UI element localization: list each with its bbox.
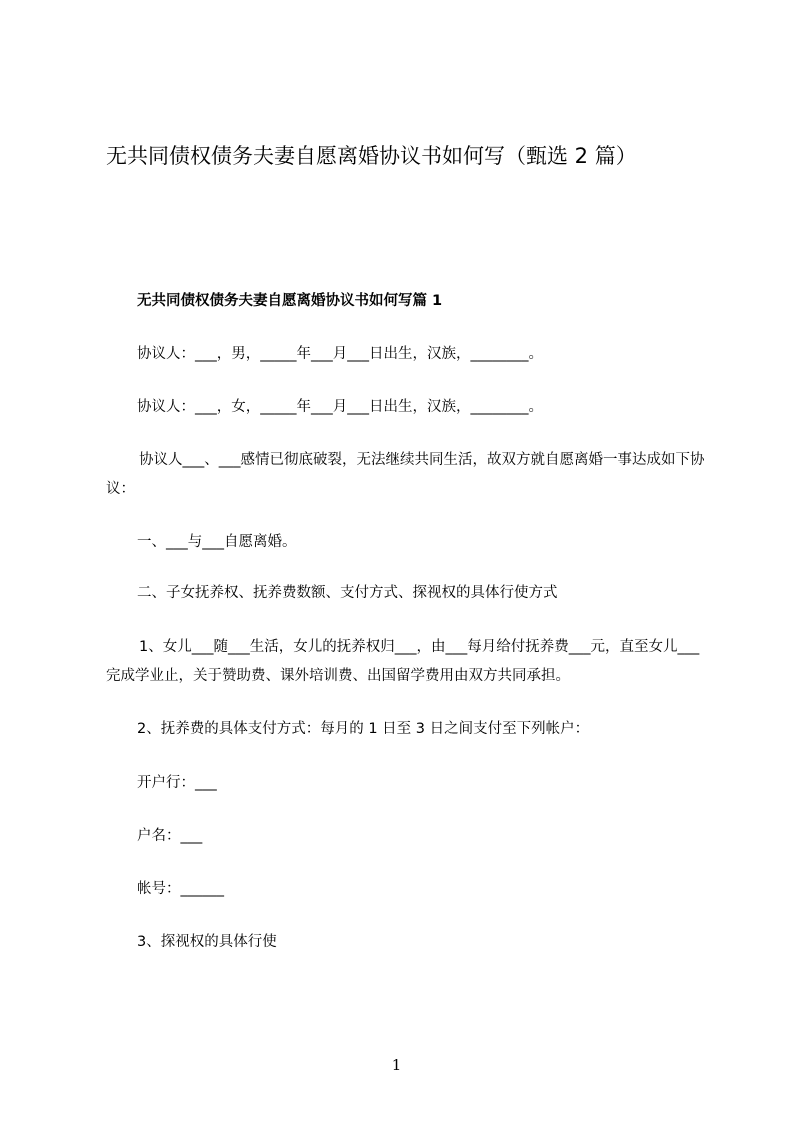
clause-2-heading: 二、子女抚养权、抚养费数额、支付方式、探视权的具体行使方式 (137, 585, 558, 601)
clause-2-item-1-paragraph: 1、女儿___随___生活，女儿的抚养权归___，由___每月给付抚养费___元，直至女儿___完成学业止，关于赞助费、课外培训费、出国留学费用由双方共同承担。 (106, 639, 700, 684)
clause-2-item-3-visitation: 3、探视权的具体行使 (137, 934, 277, 950)
party-female-line: 协议人：___，女，_____年___月___日出生，汉族，________。 (137, 399, 543, 415)
bank-name-line: 开户行：___ (137, 775, 217, 791)
agreement-intro-paragraph: 协议人___、___感情已彻底破裂，无法继续共同生活，故双方就自愿离婚一事达成如下协议： (106, 452, 705, 497)
party-male-line: 协议人：___，男，_____年___月___日出生，汉族，________。 (137, 346, 543, 362)
account-number-line: 帐号：______ (137, 881, 224, 897)
document-title: 无共同债权债务夫妻自愿离婚协议书如何写（甄选 2 篇） (106, 144, 637, 168)
clause-1-divorce: 一、___与___自愿离婚。 (137, 534, 297, 550)
section-heading: 无共同债权债务夫妻自愿离婚协议书如何写篇 1 (137, 293, 443, 309)
page-number: 1 (391, 1056, 402, 1074)
clause-2-item-2-payment: 2、抚养费的具体支付方式：每月的 1 日至 3 日之间支付至下列帐户： (137, 721, 590, 737)
account-holder-line: 户名：___ (137, 828, 203, 844)
